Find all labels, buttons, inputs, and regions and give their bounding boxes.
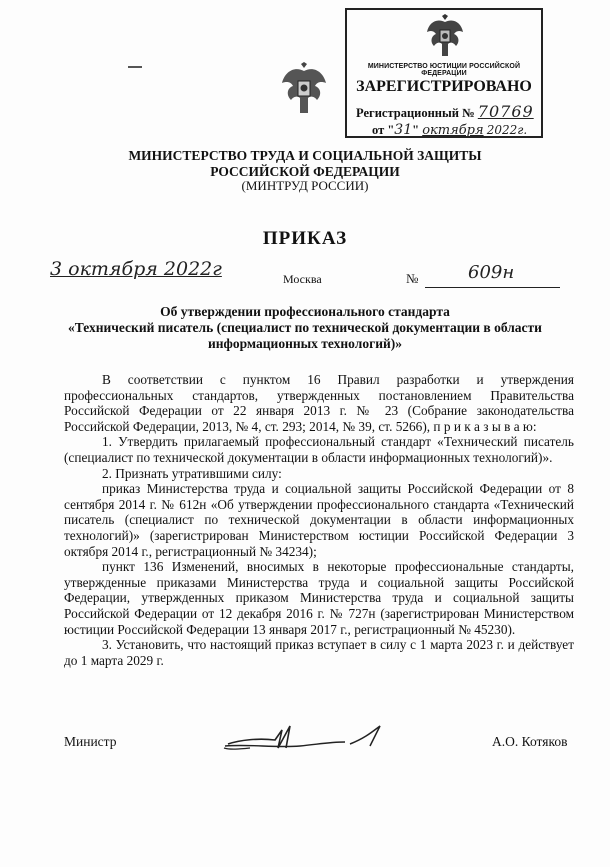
stamp-registered: ЗАРЕГИСТРИРОВАНО	[356, 78, 532, 95]
order-number-line	[425, 287, 560, 288]
order-city: Москва	[283, 272, 322, 286]
ministry-name	[60, 148, 550, 180]
paragraph-item-1: 1. Утвердить прилагаемый профессиональный стандарт «Технический писатель (специалист по технической документации в области информационных технологий)».	[64, 434, 574, 465]
stamp-date-prefix: от "	[372, 123, 395, 137]
paragraph-preamble: В соответствии с пунктом 16 Правил разработки и утверждения профессиональных стандартов, утвержденных постановлением Правительства Российской Федерации от 22 января 2013 г. № 23 (Собрание законодательства Российской Федерации, 2013, № 4, ст. 293; 2014, № 39, ст. 5266), п р и к а з ы в а ю:	[64, 372, 574, 434]
paragraph-item-2: 2. Признать утратившими силу:	[102, 465, 282, 481]
coat-of-arms-icon	[280, 62, 328, 118]
signature-mark	[220, 718, 400, 758]
ministry-line-2: РОССИЙСКОЙ ФЕДЕРАЦИИ	[210, 164, 400, 179]
stamp-date-month: октября	[422, 123, 484, 138]
stamp-ministry: МИНИСТЕРСТВО ЮСТИЦИИ РОССИЙСКОЙ ФЕДЕРАЦИИ	[367, 63, 521, 77]
stamp-date-line: от "31" октября 2022г.	[372, 122, 528, 138]
emblem-icon	[425, 14, 465, 60]
stamp-reg-number: 70769	[477, 102, 534, 121]
paragraph-item-3: 3. Установить, что настоящий приказ вступает в силу с 1 марта 2023 г. и действует до 1 марта 2029 г.	[64, 637, 574, 668]
order-number-label: №	[406, 271, 419, 286]
stamp-date-day: 31	[394, 122, 413, 138]
ministry-short: (МИНТРУД РОССИИ)	[241, 178, 369, 193]
signatory-position: Министр	[64, 734, 117, 749]
order-number: 609н	[468, 262, 515, 283]
signatory-name: А.О. Котяков	[492, 734, 568, 749]
stamp-reg-label: Регистрационный №	[356, 106, 475, 120]
doc-type: ПРИКАЗ	[262, 228, 348, 249]
title-line-2: «Технический писатель (специалист по технической документации в области	[68, 320, 542, 335]
paragraph-repeal-1: приказ Министерства труда и социальной защиты Российской Федерации от 8 сентября 2014 г. № 612н «Об утверждении профессионального стандарта «Технический писатель (специалист по технической документации в области информационных технологий)» (зарегистрирован Министерством юстиции Российской Федерации 3 октября 2014 г., регистрационный № 34234);	[64, 481, 574, 559]
title-line-3: информационных технологий)»	[207, 336, 403, 351]
stamp-reg-line	[356, 102, 534, 121]
title-line-1: Об утверждении профессионального стандарта	[160, 304, 450, 319]
stamp-date-year: 2022г.	[486, 123, 528, 137]
order-title	[40, 304, 570, 352]
ministry-line-1: МИНИСТЕРСТВО ТРУДА И СОЦИАЛЬНОЙ ЗАЩИТЫ	[128, 148, 482, 163]
order-body	[64, 372, 574, 668]
paragraph-repeal-2: пункт 136 Изменений, вносимых в некоторые профессиональные стандарты, утвержденные приказами Министерства труда и социальной защиты Российской Федерации, утвержденных приказом Министерства труда и социальной защиты Российской Федерации от 12 декабря 2016 г. № 727н (зарегистрирован Министерством юстиции Российской Федерации 13 января 2017 г., регистрационный № 45230).	[64, 559, 574, 637]
registration-stamp	[345, 8, 543, 138]
order-date: 3 октября 2022г	[50, 258, 222, 280]
scan-mark	[128, 66, 142, 68]
